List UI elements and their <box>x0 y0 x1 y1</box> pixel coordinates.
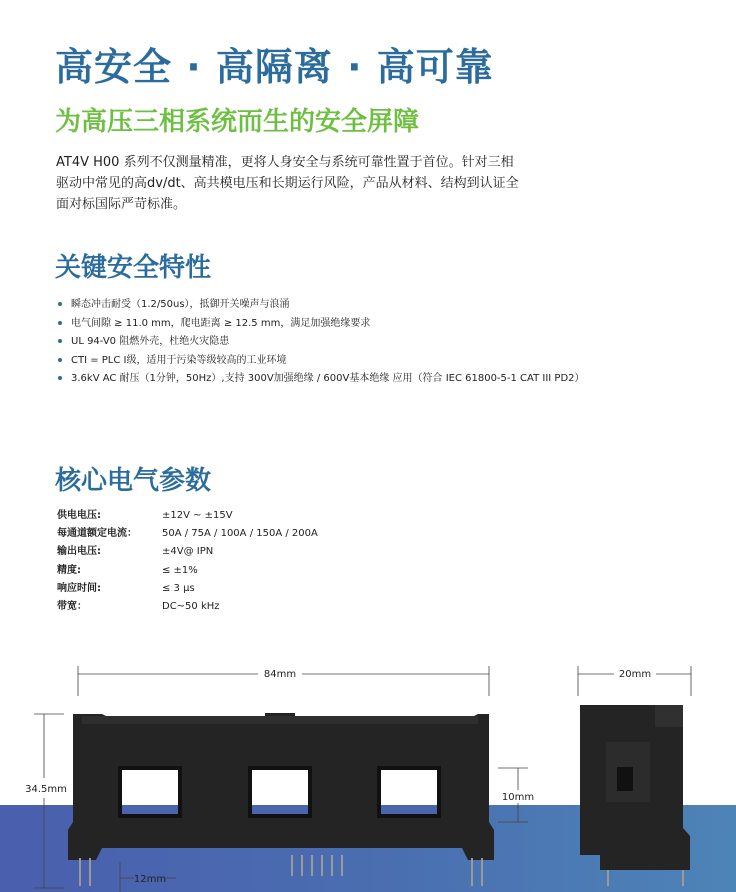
sensor-front-view <box>68 713 494 886</box>
param-row: 供电电压: ±12V ~ ±15V <box>57 510 233 521</box>
headline: 高安全 · 高隔离 · 高可靠 <box>55 45 494 89</box>
sensor-window <box>118 766 182 818</box>
features-title: 关键安全特性 <box>55 253 212 283</box>
dimension-window-label: 10mm <box>501 792 535 803</box>
feature-item: UL 94-V0 阻燃外壳，杜绝火灾隐患 <box>58 333 585 352</box>
bullet-icon <box>58 358 62 362</box>
dimension-width-label: 84mm <box>263 669 297 680</box>
sensor-side-view <box>580 705 690 886</box>
params-title: 核心电气参数 <box>55 466 212 496</box>
bullet-icon <box>58 302 62 306</box>
param-row: 带宽： DC~50 kHz <box>57 600 220 612</box>
sensor-window <box>377 766 441 818</box>
intro-paragraph: AT4V H00 系列不仅测量精准，更将人身安全与系统可靠性置于首位。针对三相驱动中常见的高dv/dt、高共模电压和长期运行风险，产品从材料、结构到认证全面对标国际严苛标准。 <box>56 155 519 212</box>
dimension-pitch-label: 12mm <box>133 874 167 885</box>
param-row: 输出电压: ±4V@ IPN <box>57 546 214 558</box>
param-row: 响应时间: ≤ 3 μs <box>57 582 195 594</box>
sensor-window <box>248 766 312 818</box>
dimension-depth-label: 20mm <box>618 669 652 680</box>
subheadline: 为高压三相系统而生的安全屏障 <box>55 107 420 137</box>
product-dimension-drawing <box>0 650 736 892</box>
params-table <box>57 507 318 616</box>
param-row: 精度: ≤ ±1% <box>57 564 198 576</box>
bullet-icon <box>58 321 62 325</box>
param-row: 每通道额定电流： 50A / 75A / 100A / 150A / 200A <box>57 528 318 540</box>
dimension-height-label: 34.5mm <box>25 784 67 795</box>
feature-item: 电气间隙 ≥ 11.0 mm，爬电距离 ≥ 12.5 mm，满足加强绝缘要求 <box>58 315 585 334</box>
feature-item: 3.6kV AC 耐压（1分钟，50Hz）,支持 300V加强绝缘 / 600V基本绝缘 应用（符合 IEC 61800-5-1 CAT III PD2） <box>58 370 585 389</box>
feature-item: CTI = PLC I级，适用于污染等级较高的工业环境 <box>58 352 585 371</box>
bullet-icon <box>58 376 62 380</box>
feature-item: 瞬态冲击耐受（1.2/50us），抵御开关噪声与浪涌 <box>58 296 585 315</box>
bullet-icon <box>58 339 62 343</box>
features-list <box>58 296 585 389</box>
